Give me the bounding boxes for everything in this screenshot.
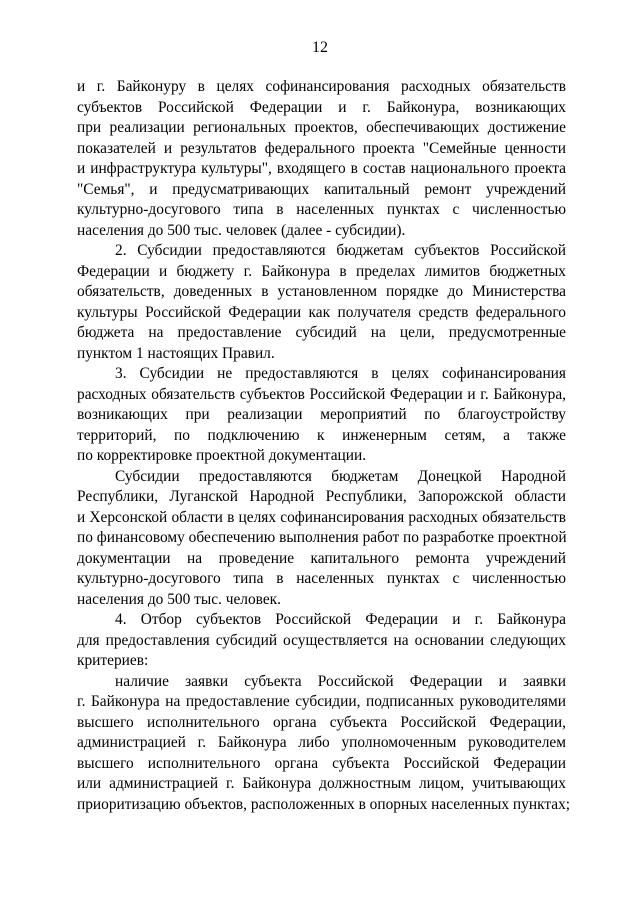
text-line: субъектов Российской Федерации и г. Байконура, возникающих <box>77 98 566 116</box>
text-line: культурно-досугового типа в населенных пунктах с численностью <box>77 201 566 218</box>
text-line: для предоставления субсидий осуществляется на основании следующих <box>77 631 566 649</box>
text-line: по финансовому обеспечению выполнения работ по разработке проектной <box>77 529 567 546</box>
text-line: и г. Байконуру в целях софинансирования расходных обязательств <box>77 78 566 95</box>
text-line: наличие заявки субъекта Российской Федерации и заявки <box>115 672 566 690</box>
text-line: возникающих при реализации мероприятий по благоустройству <box>77 406 566 423</box>
text-line: "Семья", и предусматривающих капитальный ремонт учреждений <box>77 180 566 198</box>
text-line: расходных обязательств субъектов Российской Федерации и г. Байконура, <box>77 385 566 403</box>
text-line: Республики, Луганской Народной Республики, Запорожской области <box>77 488 566 505</box>
text-line: бюджета на предоставление субсидий на цели, предусмотренные <box>77 324 566 341</box>
text-line: администрацией г. Байконура либо уполномоченным руководителем <box>77 734 566 751</box>
text-line: документации на проведение капитального ремонта учреждений <box>77 549 566 567</box>
text-line: и инфраструктура культуры", входящего в состав национального проекта <box>77 160 566 177</box>
text-line: г. Байконура на предоставление субсидии, подписанных руководителями <box>77 693 566 710</box>
text-line: населения до 500 тыс. человек. <box>77 590 282 608</box>
text-line: 4. Отбор субъектов Российской Федерации и г. Байконура <box>115 611 566 628</box>
text-line: территорий, по подключению к инженерным сетям, а также <box>77 426 566 444</box>
text-line: показателей и результатов федерального проекта "Семейные ценности <box>77 139 566 157</box>
text-line: обязательств, доведенных в установленном порядке до Министерства <box>77 283 566 300</box>
text-line: и Херсонской области в целях софинансирования расходных обязательств <box>77 508 566 526</box>
text-line: приоритизацию объектов, расположенных в опорных населенных пунктах; <box>77 795 571 813</box>
text-line: высшего исполнительного органа субъекта Российской Федерации, <box>77 713 566 731</box>
text-line: высшего исполнительного органа субъекта Российской Федерации <box>77 754 566 772</box>
text-line: критериев: <box>77 652 149 669</box>
text-line: или администрацией г. Байконура должностным лицом, учитывающих <box>77 775 566 792</box>
text-line: при реализации региональных проектов, обеспечивающих достижение <box>77 119 566 136</box>
body-text <box>77 77 571 815</box>
text-line: 3. Субсидии не предоставляются в целях софинансирования <box>115 365 566 382</box>
text-line: Субсидии предоставляются бюджетам Донецкой Народной <box>115 467 566 485</box>
text-line: 2. Субсидии предоставляются бюджетам субъектов Российской <box>115 242 566 259</box>
text-line: культуры Российской Федерации как получателя средств федерального <box>77 303 566 321</box>
text-line: Федерации и бюджету г. Байконура в пределах лимитов бюджетных <box>77 262 566 280</box>
text-line: культурно-досугового типа в населенных пунктах с численностью <box>77 570 566 587</box>
text-line: населения до 500 тыс. человек (далее - субсидии). <box>77 221 406 239</box>
text-line: пунктом 1 настоящих Правил. <box>77 344 275 362</box>
page-number: 12 <box>312 39 328 56</box>
text-line: по корректировке проектной документации. <box>77 447 367 464</box>
